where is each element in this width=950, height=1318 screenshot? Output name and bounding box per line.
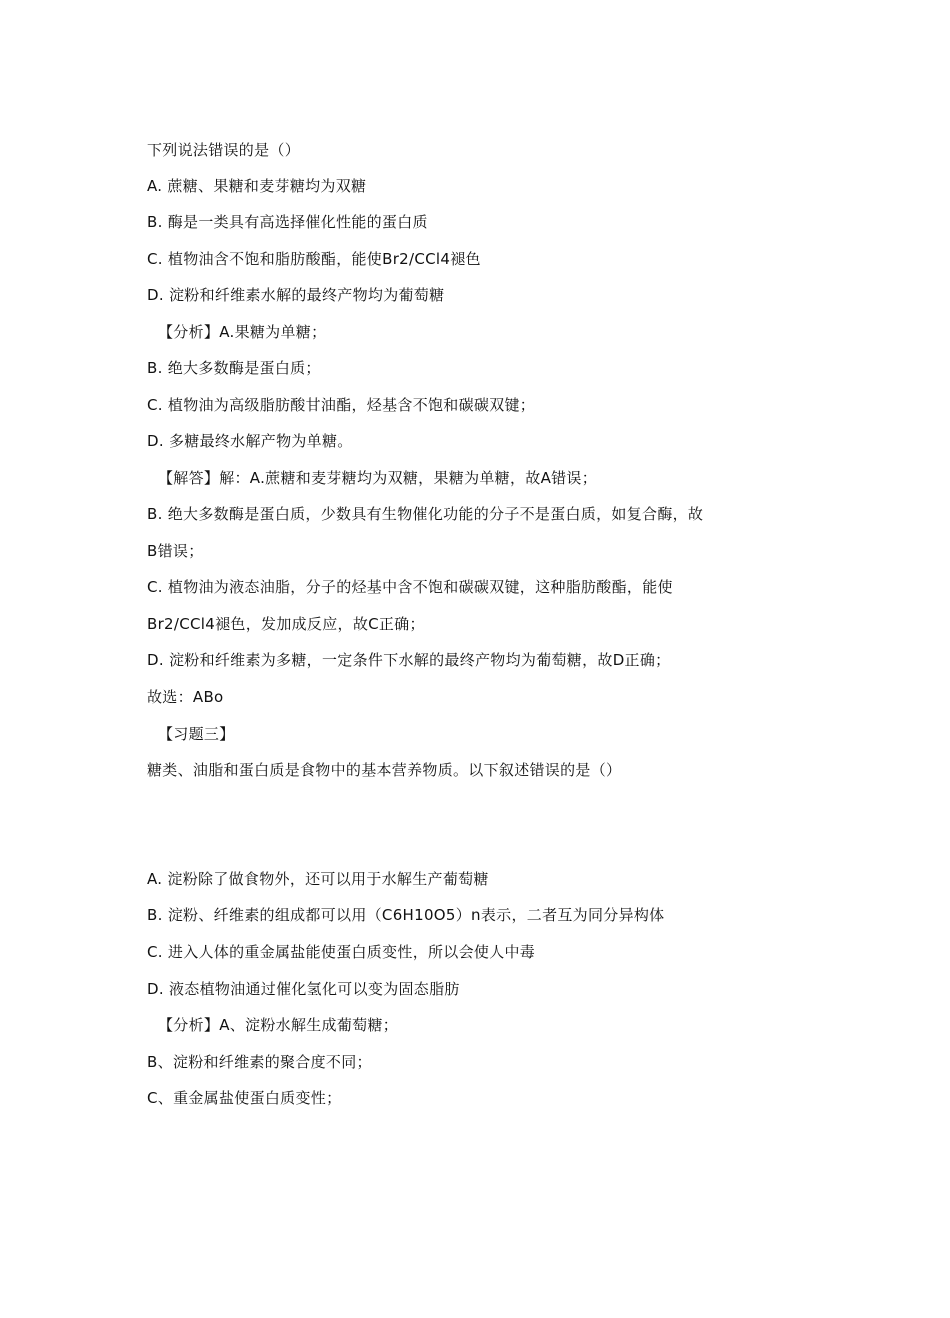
solution-line: B错误； [147,542,204,560]
option-a: A. 淀粉除了做食物外，还可以用于水解生产葡萄糖 [147,870,489,888]
solution-line: Br2/CCl4褪色，发加成反应，故C正确； [147,615,425,633]
analysis-line: C. 植物油为高级脂肪酸甘油酯，烃基含不饱和碳碳双键； [147,396,536,414]
solution-line: B. 绝大多数酶是蛋白质，少数具有生物催化功能的分子不是蛋白质，如复合酶，故 [147,505,704,523]
option-c: C. 植物油含不饱和脂肪酸酯，能使Br2/CCl4褪色 [147,250,481,268]
solution-line: D. 淀粉和纤维素为多糖，一定条件下水解的最终产物均为葡萄糖，故D正确； [147,651,671,669]
analysis-line: B. 绝大多数酶是蛋白质； [147,359,321,377]
exercise-heading: 【习题三】 [158,725,235,743]
analysis-line: B、淀粉和纤维素的聚合度不同； [147,1053,372,1071]
answer-line: 故选：ABo [147,688,224,706]
option-a: A. 蔗糖、果糖和麦芽糖均为双糖 [147,177,367,195]
analysis-heading: 【分析】A.果糖为单糖； [158,323,327,341]
analysis-line: C、重金属盐使蛋白质变性； [147,1089,342,1107]
option-d: D. 淀粉和纤维素水解的最终产物均为葡萄糖 [147,286,445,304]
analysis-line: D. 多糖最终水解产物为单糖。 [147,432,353,450]
solution-heading: 【解答】解：A.蔗糖和麦芽糖均为双糖，果糖为单糖，故A错误； [158,469,598,487]
question-stem: 糖类、油脂和蛋白质是食物中的基本营养物质。以下叙述错误的是（） [147,761,622,779]
option-b: B. 淀粉、纤维素的组成都可以用（C6H10O5）n表示，二者互为同分异构体 [147,906,665,924]
analysis-heading: 【分析】A、淀粉水解生成葡萄糖； [158,1016,399,1034]
option-d: D. 液态植物油通过催化氢化可以变为固态脂肪 [147,980,460,998]
option-c: C. 进入人体的重金属盐能使蛋白质变性，所以会使人中毒 [147,943,536,961]
question-stem: 下列说法错误的是（） [147,141,301,159]
option-b: B. 酶是一类具有高选择催化性能的蛋白质 [147,213,428,231]
solution-line: C. 植物油为液态油脂，分子的烃基中含不饱和碳碳双键，这种脂肪酸酯，能使 [147,578,673,596]
